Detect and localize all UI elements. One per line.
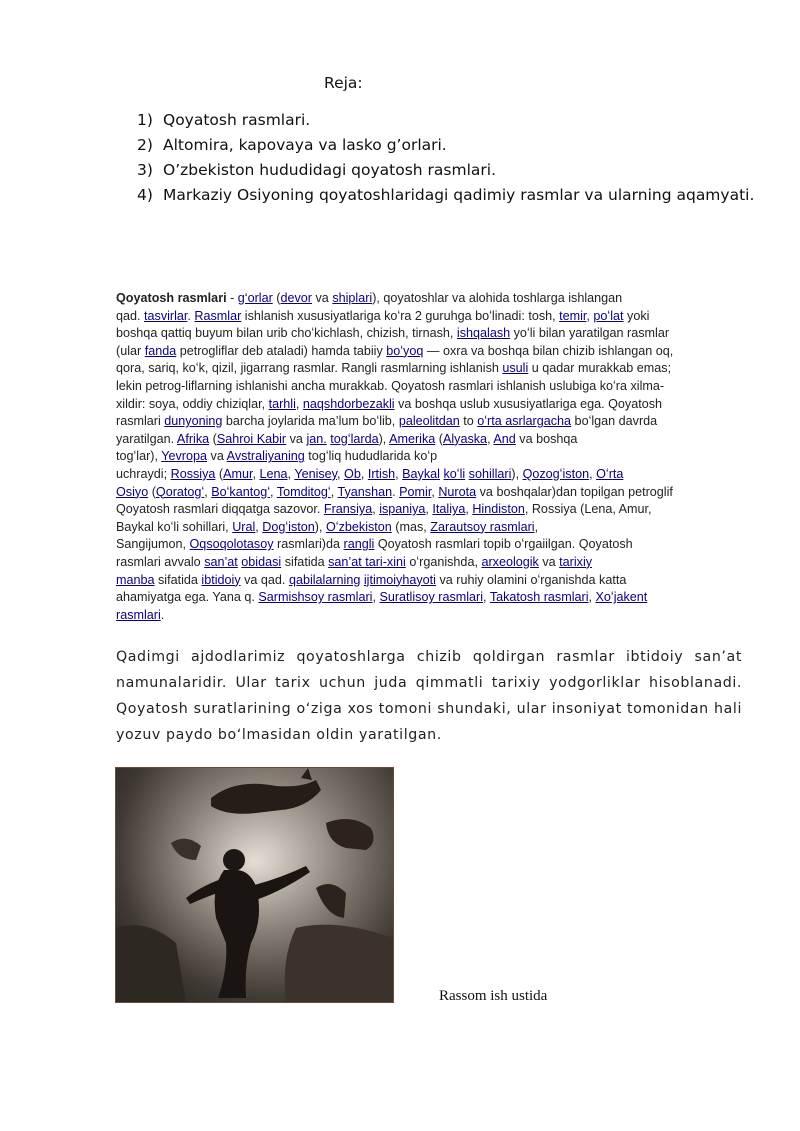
excerpt-text: , Rossiya (Lena, Amur, [524, 502, 652, 517]
plan-list [137, 108, 754, 208]
excerpt-text: , [487, 431, 494, 446]
wiki-link[interactable]: And [493, 431, 516, 446]
wiki-link[interactable]: Rasmlar [194, 308, 242, 323]
excerpt-text: rasmlari avvalo [116, 554, 205, 569]
wiki-link[interactable]: shiplari [332, 291, 373, 305]
wiki-link[interactable]: san’at [204, 554, 238, 569]
excerpt-text: barcha joylarida ma’lum boʻlib, [222, 414, 399, 429]
wiki-link[interactable]: paleolitdan [398, 414, 460, 429]
plan-item [137, 133, 754, 158]
excerpt-text: to [459, 414, 478, 429]
excerpt-text: . [187, 308, 195, 323]
wiki-link[interactable]: manba [116, 572, 155, 587]
excerpt-text: rasmlari)da [273, 537, 344, 552]
wiki-link[interactable]: Takatosh rasmlari [489, 590, 589, 605]
excerpt-text: ), qoyatoshlar va alohida toshlarga ishlangan [372, 291, 623, 305]
plan-item [137, 108, 754, 133]
excerpt-text: va boshqa [515, 431, 578, 446]
excerpt-text: va [538, 554, 560, 569]
excerpt-term: Qoyatosh rasmlari [116, 291, 227, 305]
excerpt-text: , [330, 484, 338, 499]
wiki-link[interactable]: Oqsoqolotasoy [189, 537, 274, 552]
wiki-link[interactable]: Sarmishsoy rasmlari [258, 590, 373, 605]
excerpt-text: , [360, 466, 368, 481]
excerpt-text: oʻrganishda, [405, 554, 482, 569]
plan-item-number: 1) [137, 111, 153, 129]
excerpt-line [116, 554, 748, 572]
wiki-link[interactable]: Alyaska [442, 431, 488, 446]
wiki-link[interactable]: poʻlat [593, 308, 624, 323]
excerpt-line [116, 589, 748, 607]
plan-item-number: 4) [137, 186, 153, 204]
excerpt-text: ( [215, 466, 224, 481]
wiki-link[interactable]: sohillari [468, 466, 512, 481]
wiki-link[interactable]: Qozogʻiston [522, 466, 590, 481]
excerpt-line [116, 290, 748, 308]
plan-title: Reja: [324, 74, 363, 92]
wiki-link[interactable]: ispaniya [379, 502, 426, 517]
excerpt-line [116, 343, 748, 361]
wiki-link[interactable]: Zarautsoy rasmlari [430, 519, 535, 534]
wiki-link[interactable]: ibtidoiy [201, 572, 241, 587]
wiki-link[interactable]: jan. [306, 431, 327, 446]
wiki-link[interactable]: Qoratogʻ [155, 484, 205, 499]
wiki-link[interactable]: Afrika [176, 431, 210, 446]
excerpt-text: va boshqalar)dan topilgan petroglif [476, 484, 673, 499]
encyclopedia-excerpt [116, 290, 748, 624]
excerpt-text: xildir: soya, oddiy chiziqlar, [116, 396, 269, 411]
wiki-link[interactable]: Osiyo [116, 484, 149, 499]
wiki-link[interactable]: obidasi [241, 554, 282, 569]
wiki-link[interactable]: Pomir [399, 484, 432, 499]
excerpt-text: togʻlar), [116, 449, 162, 464]
excerpt-text: va qad. [240, 572, 289, 587]
wiki-link[interactable]: rasmlari [116, 607, 161, 622]
excerpt-text: , [589, 466, 597, 481]
wiki-link[interactable]: Italiya [432, 502, 466, 517]
excerpt-text: Qoyatosh rasmlari diqqatga sazovor. [116, 502, 324, 517]
body-paragraph: Qadimgi ajdodlarimiz qoyatoshlarga chizib qoldirgan rasmlar ibtidoiy san’at namunalaridir. Ular tarix uchun juda qimmatli tarixiy yodgorliklar hisoblanadi. Qoyatosh suratlarining oʻziga xos tomoni shundaki, ular insoniyat tomonidan hali yozuv paydo boʻlmasidan oldin yaratilgan. [116, 649, 742, 743]
excerpt-text: ( [272, 291, 281, 305]
excerpt-text: , [465, 502, 473, 517]
wiki-link[interactable]: Yevropa [161, 449, 208, 464]
excerpt-line [116, 325, 748, 343]
excerpt-text: , [586, 308, 594, 323]
wiki-link[interactable]: dunyoning [164, 414, 223, 429]
excerpt-text: qad. [116, 308, 145, 323]
excerpt-text: , [534, 519, 539, 534]
plan-item-text: Altomira, kapovaya va lasko g’orlari. [163, 136, 447, 154]
wiki-link[interactable]: Oʻzbekiston [326, 519, 392, 534]
excerpt-text: qora, sariq, koʻk, qizil, jigarrang rasmlar. Rangli rasmlarning ishlanish [116, 361, 503, 376]
excerpt-line [116, 360, 748, 378]
excerpt-text: u qadar murakkab emas; [528, 361, 672, 376]
wiki-link[interactable]: Tyanshan [337, 484, 393, 499]
wiki-link[interactable]: fanda [144, 343, 177, 358]
wiki-link[interactable]: Ural [232, 519, 256, 534]
plan-item [137, 158, 754, 183]
wiki-link[interactable]: Irtish [367, 466, 396, 481]
excerpt-text: - [226, 291, 238, 305]
excerpt-text: va [286, 431, 307, 446]
excerpt-text: yaratilgan. [116, 431, 177, 446]
wiki-link[interactable]: tasvirlar [144, 308, 188, 323]
excerpt-text: va [312, 291, 333, 305]
wiki-link[interactable]: Nurota [438, 484, 477, 499]
wiki-link[interactable]: Oʻrta [596, 466, 624, 481]
excerpt-text: togʻliq hududlarida koʻp [304, 449, 438, 464]
excerpt-text: , [252, 466, 260, 481]
excerpt-text: sifatida [281, 554, 329, 569]
excerpt-text: va boshqa uslub xususiyatlariga ega. Qoyatosh [394, 396, 663, 411]
excerpt-text: . [392, 484, 400, 499]
plan-item [137, 183, 754, 208]
plan-item-number: 2) [137, 136, 153, 154]
wiki-link[interactable]: Avstraliyaning [226, 449, 305, 464]
wiki-link[interactable]: rangli [343, 537, 375, 552]
excerpt-text: va ruhiy olamini oʻrganishda katta [435, 572, 627, 587]
excerpt-text: ), [511, 466, 523, 481]
excerpt-text: petrogliflar deb ataladi) hamda tabiiy [176, 343, 387, 358]
excerpt-line [116, 501, 748, 519]
wiki-link[interactable]: san’at tari-xini [328, 554, 406, 569]
wiki-link[interactable]: Amur [223, 466, 253, 481]
excerpt-text: , [483, 590, 490, 605]
excerpt-text: , [395, 466, 403, 481]
excerpt-line [116, 572, 748, 590]
excerpt-text: lekin petrog-liflarning ishlanishi ancha murakkab. Qoyatosh rasmlari ishlanish uslubiga koʻra xilma- [116, 378, 665, 393]
wiki-link[interactable]: Dogʻiston [262, 519, 315, 534]
wiki-link[interactable]: ijtimoiyhayoti [363, 572, 436, 587]
wiki-link[interactable]: temir [559, 308, 587, 323]
excerpt-line [116, 519, 748, 537]
excerpt-text: , [255, 519, 263, 534]
excerpt-text: ahamiyatga ega. Yana q. [116, 590, 259, 605]
excerpt-line [116, 484, 748, 502]
excerpt-text: Sangijumon, [116, 537, 190, 552]
image-caption: Rassom ish ustida [439, 988, 548, 1004]
wiki-link[interactable]: Suratlisoy rasmlari [379, 590, 484, 605]
wiki-link[interactable]: Yenisey [294, 466, 338, 481]
wiki-link[interactable]: Sahroi Kabir [216, 431, 287, 446]
wiki-link[interactable]: Ob [344, 466, 361, 481]
painting-illustration [116, 768, 393, 1002]
wiki-link[interactable]: togʻlarda [330, 431, 379, 446]
wiki-link[interactable]: usuli [502, 361, 529, 376]
excerpt-text: , [204, 484, 212, 499]
excerpt-text: , [270, 484, 277, 499]
excerpt-text: , [337, 466, 345, 481]
excerpt-text: ), [378, 431, 390, 446]
wiki-link[interactable]: Baykal [402, 466, 440, 481]
excerpt-line [116, 466, 748, 484]
excerpt-text: , [431, 484, 439, 499]
excerpt-text: ( [435, 431, 443, 446]
wiki-link[interactable]: g‘orlar [237, 291, 273, 305]
wiki-link[interactable]: tarixiy [559, 554, 593, 569]
wiki-link[interactable]: qabilalarning [288, 572, 361, 587]
excerpt-text: ( [209, 431, 217, 446]
wiki-link[interactable]: naqshdorbezakli [302, 396, 395, 411]
plan-item-number: 3) [137, 161, 153, 179]
excerpt-text: va [207, 449, 227, 464]
excerpt-text: yoki [623, 308, 650, 323]
wiki-link[interactable]: Hindiston [472, 502, 525, 517]
wiki-link[interactable]: Lena [259, 466, 288, 481]
plan-item-text: O’zbekiston hududidagi qoyatosh rasmlari. [163, 161, 497, 179]
wiki-link[interactable]: devor [280, 291, 313, 305]
excerpt-line [116, 448, 748, 466]
wiki-link[interactable]: Tomditogʻ [276, 484, 331, 499]
excerpt-line [116, 308, 748, 326]
wiki-link[interactable]: koʻli [443, 466, 466, 481]
wiki-link[interactable]: boʻyoq [386, 343, 424, 358]
wiki-link[interactable]: Rossiya [170, 466, 216, 481]
plan-item-text: Qoyatosh rasmlari. [163, 111, 311, 129]
wiki-link[interactable]: Boʻkantogʻ [211, 484, 271, 499]
excerpt-line [116, 413, 748, 431]
excerpt-line [116, 607, 748, 625]
rock-art-painting-image [115, 767, 394, 1003]
excerpt-text: boʻlgan davrda [571, 414, 658, 429]
excerpt-text: ( [148, 484, 156, 499]
excerpt-line [116, 378, 748, 396]
excerpt-text: , [372, 502, 380, 517]
wiki-link[interactable]: oʻrta asrlargacha [477, 414, 572, 429]
excerpt-text: (mas, [391, 519, 431, 534]
excerpt-text: sifatida [154, 572, 202, 587]
excerpt-line [116, 536, 748, 554]
plan-item-text: Markaziy Osiyoning qoyatoshlaridagi qadimiy rasmlar va ularning aqamyati. [163, 186, 755, 204]
excerpt-text: Qoyatosh rasmlari topib oʻrgaiilgan. Qoyatosh [374, 537, 633, 552]
excerpt-text: , [425, 502, 433, 517]
excerpt-line [116, 431, 748, 449]
excerpt-line [116, 396, 748, 414]
wiki-link[interactable]: ishqalash [456, 326, 511, 341]
wiki-link[interactable]: Xoʻjakent [595, 590, 648, 605]
excerpt-text: — oxra va boshqa bilan chizib ishlangan oq, [423, 343, 674, 358]
excerpt-text: , [372, 590, 380, 605]
wiki-link[interactable]: Amerika [389, 431, 436, 446]
wiki-link[interactable]: Fransiya [323, 502, 373, 517]
excerpt-text: yoʻli bilan yaratilgan rasmlar [510, 326, 670, 341]
excerpt-text: ), [314, 519, 326, 534]
excerpt-text: , [295, 396, 303, 411]
excerpt-text: rasmlari [116, 414, 165, 429]
excerpt-text: ishlanish xususiyatlariga koʻra 2 guruhga boʻlinadi: tosh, [241, 308, 560, 323]
excerpt-text: uchraydi; [116, 466, 171, 481]
excerpt-text: , [588, 590, 596, 605]
excerpt-text: . [160, 607, 165, 622]
wiki-link[interactable]: arxeologik [481, 554, 539, 569]
excerpt-text: boshqa qattiq buyum bilan urib choʻkichlash, chizish, tirnash, [116, 326, 457, 341]
excerpt-text: Baykal koʻli sohillari, [116, 519, 233, 534]
wiki-link[interactable]: tarhli [268, 396, 296, 411]
excerpt-text: (ular [116, 343, 145, 358]
excerpt-text: , [287, 466, 295, 481]
